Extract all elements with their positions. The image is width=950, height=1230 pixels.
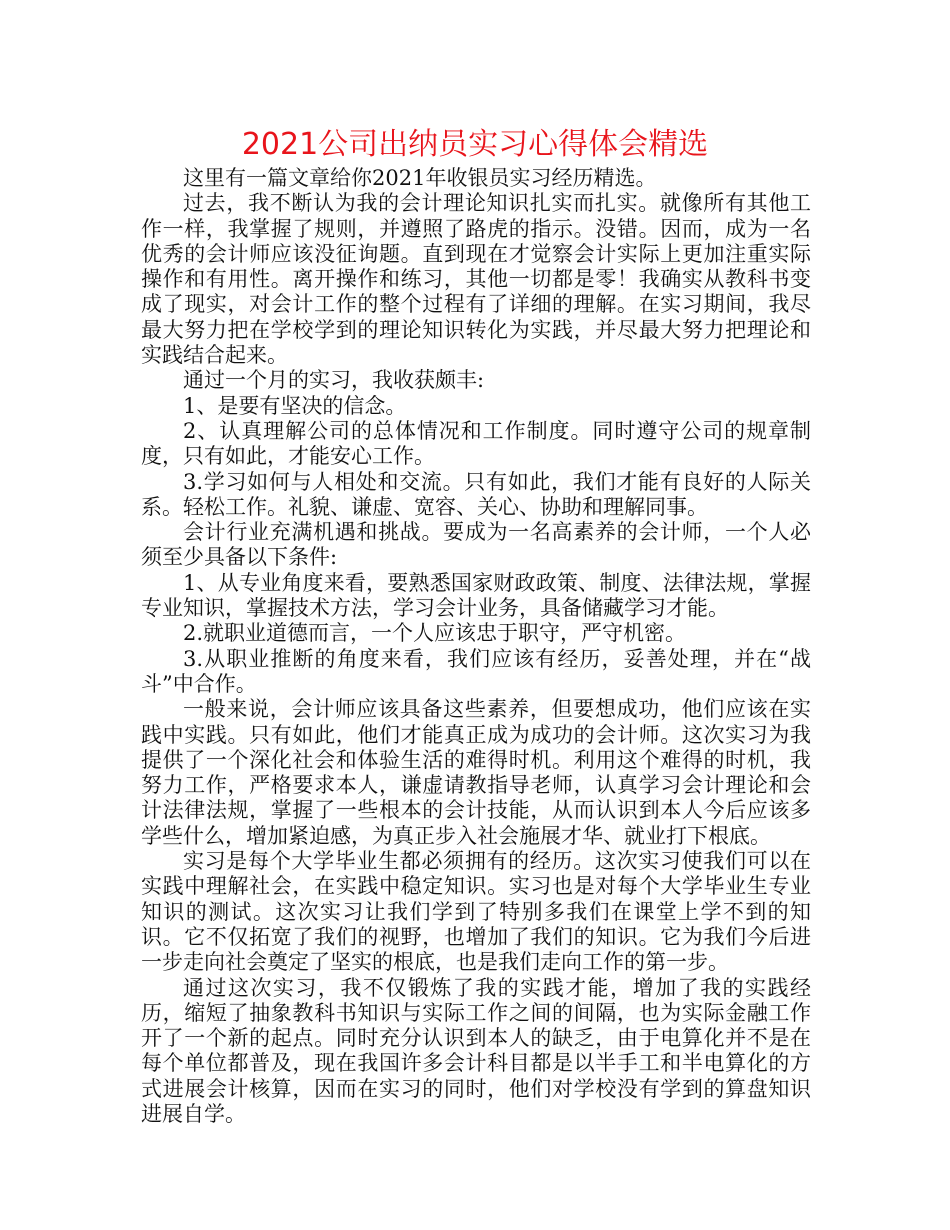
list-item: 1、从专业角度来看，要熟悉国家财政政策、制度、法律法规，掌握专业知识，掌握技术方法，学习会计业务，具备储藏学习才能。 — [141, 570, 811, 621]
document-title: 2021公司出纳员实习心得体会精选 — [241, 127, 709, 162]
list-item: 3.学习如何与人相处和交流。只有如此，我们才能有良好的人际关系。轻松工作。礼貌、谦虚、宽容、关心、协助和理解同事。 — [141, 469, 811, 519]
paragraph: 通过一个月的实习，我收获颇丰: — [183, 368, 485, 393]
list-item: 1、是要有坚决的信念。 — [183, 393, 407, 418]
paragraph: 实习是每个大学毕业生都必须拥有的经历。这次实习使我们可以在实践中理解社会，在实践中稳定知识。实习也是对每个大学毕业生专业知识的测试。这次实习让我们学到了特别多我们在课堂上学不到的知识。它不仅拓宽了我们的视野，也增加了我们的知识。它为我们今后进一步走向社会奠定了坚实的根底，也是我们走向工作的第一步。 — [141, 849, 811, 975]
list-item: 2.就职业道德而言，一个人应该忠于职守，严守机密。 — [183, 621, 687, 646]
paragraph: 会计行业充满机遇和挑战。要成为一名高素养的会计师，一个人必须至少具备以下条件: — [141, 520, 811, 570]
document-body — [141, 166, 811, 1127]
paragraph: 一般来说，会计师应该具备这些素养，但要想成功，他们应该在实践中实践。只有如此，他们才能真正成为成功的会计师。这次实习为我提供了一个深化社会和体验生活的难得时机。利用这个难得的时机，我努力工作，严格要求本人，谦虚请教指导老师，认真学习会计理论和会计法律法规，掌握了一些根本的会计技能，从而认识到本人今后应该多学些什么，增加紧迫感，为真正步入社会施展才华、就业打下根底。 — [141, 697, 811, 848]
paragraph: 过去，我不断认为我的会计理论知识扎实而扎实。就像所有其他工作一样，我掌握了规则，并遵照了路虎的指示。没错。因而，成为一名优秀的会计师应该没征询题。直到现在才觉察会计实际上更加注重实际操作和有用性。离开操作和练习，其他一切都是零！我确实从教科书变成了现实，对会计工作的整个过程有了详细的理解。在实习期间，我尽最大努力把在学校学到的理论知识转化为实践，并尽最大努力把理论和实践结合起来。 — [141, 191, 811, 368]
list-item: 3.从职业推断的角度来看，我们应该有经历，妥善处理，并在“战斗”中合作。 — [141, 646, 811, 696]
paragraph: 这里有一篇文章给你2021年收银员实习经历精选。 — [183, 166, 657, 190]
list-item: 2、认真理解公司的总体情况和工作制度。同时遵守公司的规章制度，只有如此，才能安心工作。 — [141, 418, 811, 469]
paragraph: 通过这次实习，我不仅锻炼了我的实践才能，增加了我的实践经历，缩短了抽象教科书知识与实际工作之间的间隔，也为实际金融工作开了一个新的起点。同时充分认识到本人的缺乏，由于电算化并不是在每个单位都普及，现在我国许多会计科目都是以半手工和半电算化的方式进展会计核算，因而在实习的同时，他们对学校没有学到的算盘知识进展自学。 — [141, 975, 811, 1126]
